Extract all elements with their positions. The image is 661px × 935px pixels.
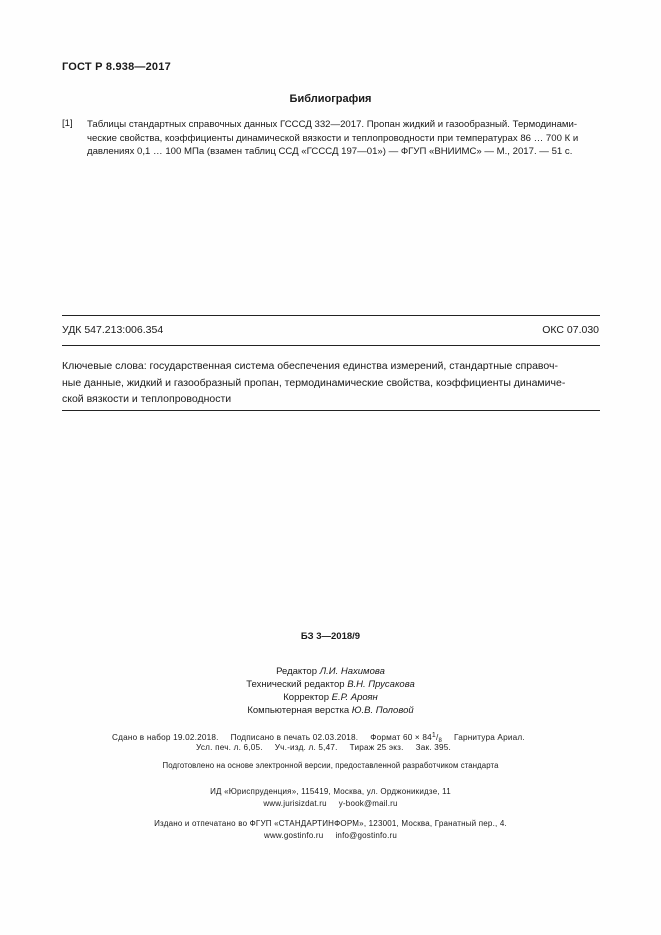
keywords-block [62, 358, 600, 408]
publisher-address: ИД «Юриспруденция», 115419, Москва, ул. Орджоникидзе, 11 [210, 787, 451, 796]
publisher-site-link[interactable]: www.jurisizdat.ru [263, 799, 327, 808]
bibliography-entry-line: ческие свойства, коэффициенты динамической вязкости и теплопроводности при температурах 86 … 700 К и [87, 132, 579, 144]
keywords-line: ской вязкости и теплопроводности [62, 393, 232, 405]
udk-code: УДК 547.213:006.354 [62, 324, 164, 336]
printer-block [0, 818, 661, 842]
credit-editor: Редактор Л.И. Нахимова [276, 666, 385, 677]
bibliography-entry-line: давлениях 0,1 … 100 МПа (взамен таблиц ССД «ГСССД 197—01») — ФГУП «ВНИИМС» — М., 2017. — 51 с. [87, 146, 573, 157]
credit-layout: Компьютерная верстка Ю.В. Половой [247, 705, 414, 716]
oks-code: ОКС 07.030 [542, 324, 599, 336]
bibliography-title: Библиография [289, 93, 372, 105]
divider-top [62, 315, 600, 316]
credits-block [0, 665, 661, 717]
printer-site-link[interactable]: www.gostinfo.ru [263, 831, 324, 840]
print-info-line-1: Сдано в набор 19.02.2018. Подписано в печать 02.03.2018. Формат $60 \times 841/_8$ Гарнитура Ариал. [112, 732, 525, 744]
bibliography-entry [87, 118, 599, 159]
printer-address: Издано и отпечатано во ФГУП «СТАНДАРТИНФОРМ», 123001, Москва, Гранатный пер., 4. [154, 819, 507, 828]
credit-tech-editor: Технический редактор В.Н. Прусакова [246, 679, 415, 690]
keywords-line: Ключевые слова: государственная система обеспечения единства измерений, стандартные справоч- [62, 360, 558, 372]
credit-corrector: Корректор Е.Р. Ароян [283, 692, 378, 703]
publisher-block [0, 786, 661, 810]
divider-bottom [62, 410, 600, 411]
bibliography-entry-number: [1] [62, 118, 73, 129]
print-info-line-2: Усл. печ. л. 6,05. Уч.-изд. л. 5,47. Тираж 25 экз. Зак. 395. [196, 743, 451, 752]
prepared-note: Подготовлено на основе электронной версии, предоставленной разработчиком стандарта [162, 761, 499, 770]
keywords-line: ные данные, жидкий и газообразный пропан, термодинамические свойства, коэффициенты динамиче- [62, 376, 566, 389]
publisher-email-link[interactable]: y-book@mail.ru [338, 799, 398, 808]
divider-middle [62, 345, 600, 346]
document-code: ГОСТ Р 8.938—2017 [62, 61, 171, 73]
bz-code: БЗ 3—2018/9 [300, 631, 361, 642]
printer-email-link[interactable]: info@gostinfo.ru [335, 831, 398, 840]
bibliography-entry-line: Таблицы стандартных справочных данных ГСССД 332—2017. Пропан жидкий и газообразный. Термодинами- [87, 119, 578, 130]
